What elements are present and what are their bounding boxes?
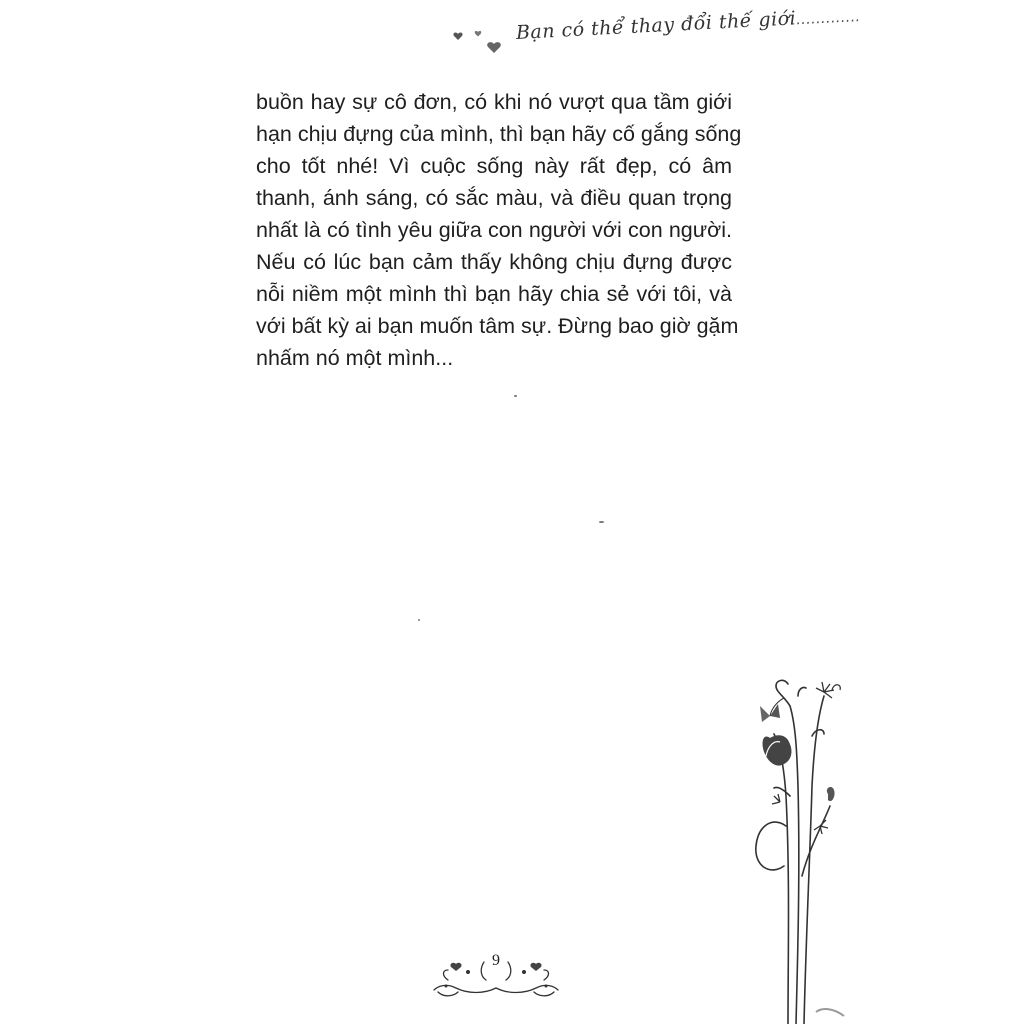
floral-flourish-icon: [428, 950, 564, 1006]
text-line: Nếu có lúc bạn cảm thấy không chịu đựng được: [256, 250, 732, 274]
hearts-icon: [450, 14, 520, 64]
text-line: với bất kỳ ai bạn muốn tâm sự. Đừng bao giờ gặm: [256, 314, 739, 338]
text-line: nhất là có tình yêu giữa con người với con người.: [256, 218, 732, 242]
paper-speck: [599, 521, 604, 523]
paper-speck: [418, 619, 420, 621]
text-line: buồn hay sự cô đơn, có khi nó vượt qua tầm giới: [256, 90, 732, 114]
text-line: thanh, ánh sáng, có sắc màu, và điều quan trọng: [256, 186, 732, 210]
flower-stem-butterfly-icon: [740, 676, 850, 1024]
body-paragraph: [256, 86, 742, 374]
header-title-dots: .............: [795, 8, 861, 29]
text-line: nỗi niềm một mình thì bạn hãy chia sẻ với tôi, và: [256, 282, 732, 306]
paper-speck: [514, 395, 517, 397]
text-line: hạn chịu đựng của mình, thì bạn hãy cố gắng sống: [256, 122, 742, 146]
text-line: cho tốt nhé! Vì cuộc sống này rất đẹp, có âm: [256, 154, 732, 178]
page-footer: [428, 950, 564, 1006]
text-line: nhấm nó một mình...: [256, 346, 454, 370]
running-header: [450, 7, 861, 64]
page-number: 9: [492, 952, 500, 969]
header-title-text: Bạn có thể thay đổi thế giới: [515, 7, 797, 44]
running-header-title: [515, 4, 861, 44]
